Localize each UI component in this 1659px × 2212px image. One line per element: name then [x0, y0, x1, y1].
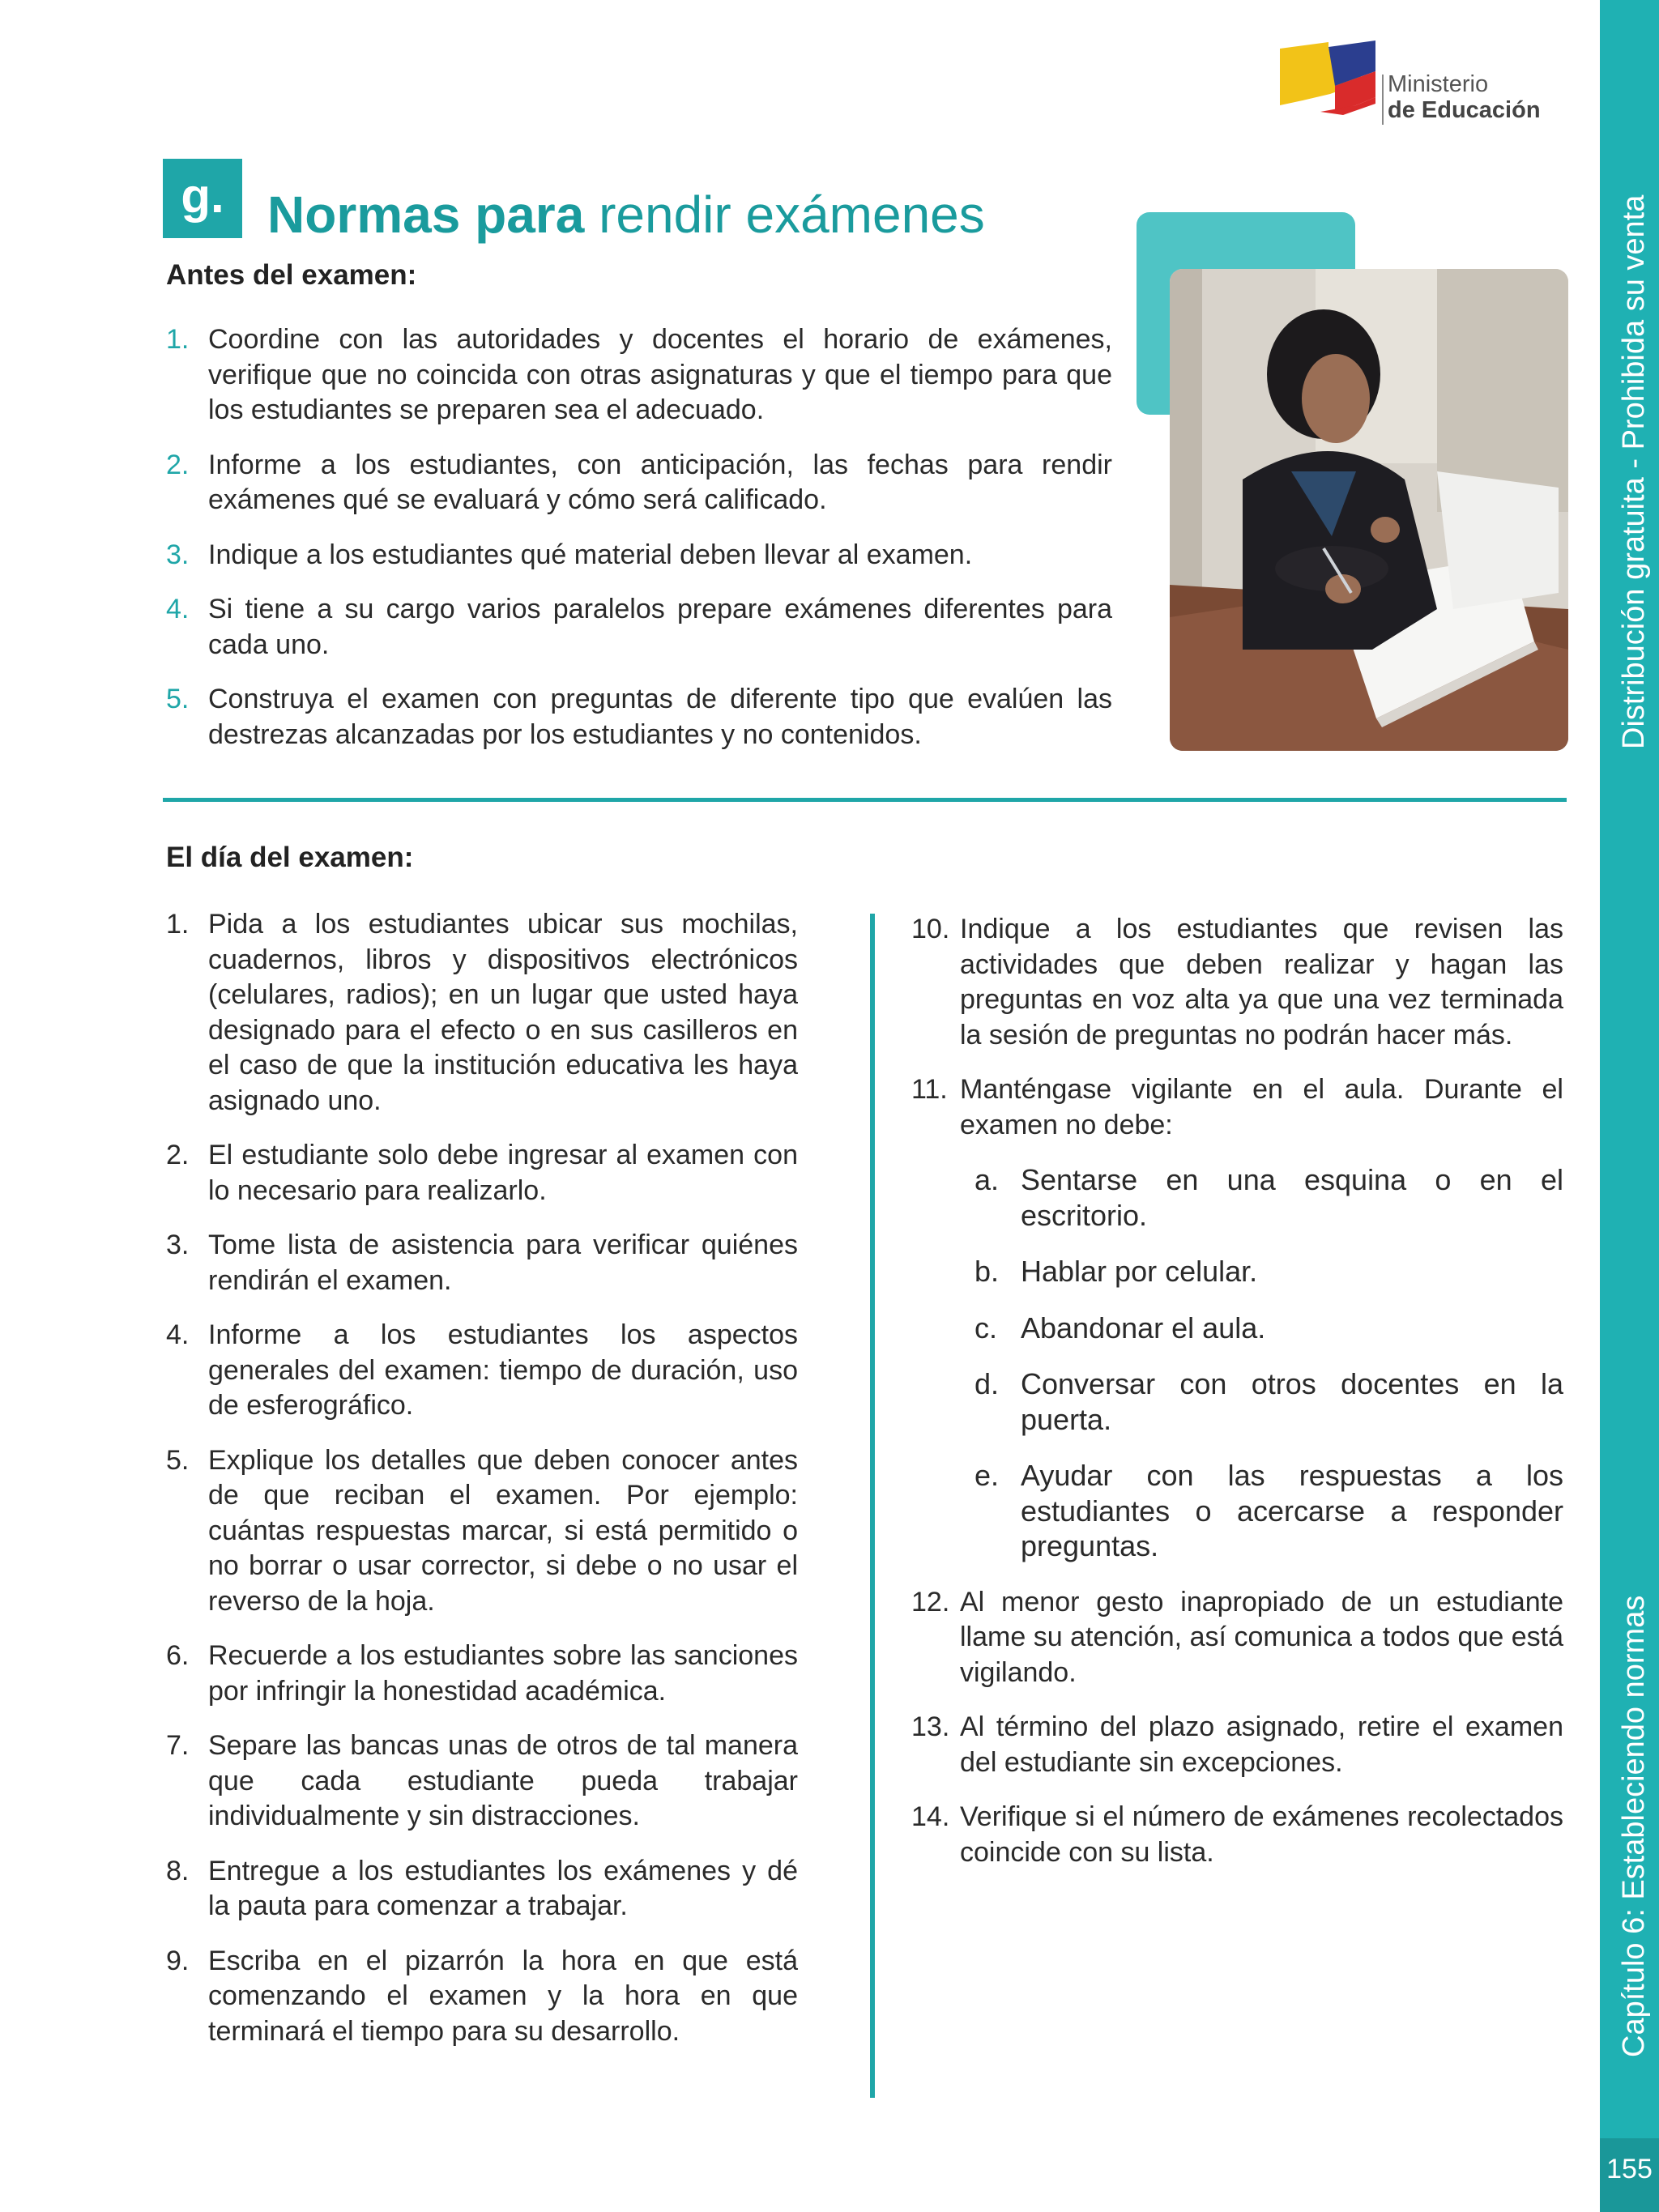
- item-number: 4.: [166, 594, 190, 624]
- list-item: [166, 1639, 798, 1709]
- section-letter: g.: [181, 168, 224, 223]
- list-item: [166, 448, 1112, 518]
- exam-rules-sublist: [911, 1162, 1563, 1564]
- item-number: 2.: [166, 449, 190, 480]
- sub-list-item: [975, 1162, 1563, 1233]
- list-item: [166, 1944, 798, 2050]
- item-text: Recuerde a los estudiantes sobre las sanciones por infringir la honestidad académica.: [208, 1640, 798, 1707]
- list-item: [166, 1138, 798, 1208]
- item-text: El estudiante solo debe ingresar al examen con lo necesario para realizarlo.: [208, 1140, 798, 1206]
- section-title-strong: Normas para: [267, 185, 585, 244]
- ministry-name-line2: de Educación: [1388, 97, 1541, 123]
- list-item: [166, 1443, 798, 1620]
- sub-list-item: [975, 1254, 1563, 1289]
- item-text: Al término del plazo asignado, retire el examen del estudiante sin excepciones.: [960, 1711, 1563, 1778]
- exam-day-list-left: [166, 907, 798, 2069]
- item-text: Informe a los estudiantes los aspectos generales del examen: tiempo de duración, uso de esferográfico.: [208, 1319, 798, 1421]
- logo-divider: [1382, 75, 1384, 125]
- ministry-name: [1388, 71, 1541, 123]
- item-number: 3.: [166, 539, 190, 570]
- item-number: 5.: [166, 684, 190, 714]
- sub-list-item: [975, 1366, 1563, 1437]
- sub-list-item: [975, 1311, 1563, 1346]
- sub-item-letter: c.: [975, 1311, 998, 1345]
- item-text: Indique a los estudiantes que revisen las actividades que deben realizar y hagan las preguntas en voz alta ya que una vez terminada la sesión de preguntas no podrán hacer más.: [960, 914, 1563, 1051]
- teacher-grading-photo: [1170, 269, 1568, 751]
- item-number: 6.: [166, 1640, 190, 1671]
- item-text: Separe las bancas unas de otros de tal manera que cada estudiante pueda trabajar individualmente y sin distracciones.: [208, 1730, 798, 1831]
- list-item: [911, 1585, 1563, 1691]
- distribution-notice: Distribución gratuita - Prohibida su venta: [1617, 194, 1651, 749]
- sub-item-letter: d.: [975, 1367, 1000, 1400]
- list-item: [911, 1710, 1563, 1780]
- item-number: 14.: [911, 1801, 950, 1832]
- item-number: 4.: [166, 1319, 190, 1350]
- column-divider: [870, 914, 875, 2098]
- item-text: Manténgase vigilante en el aula. Durante el examen no debe:: [960, 1074, 1563, 1140]
- item-text: Pida a los estudiantes ubicar sus mochilas, cuadernos, libros y dispositivos electrónicos (celulares, radios); en un lugar que usted haya designado para el efecto o en sus casilleros en el caso de que la institución educativa les haya asignado uno.: [208, 909, 798, 1116]
- sub-list-item: [975, 1458, 1563, 1564]
- page-number: 155: [1606, 2154, 1653, 2184]
- list-item: [911, 1072, 1563, 1143]
- list-item: [166, 1854, 798, 1924]
- list-item: [911, 912, 1563, 1053]
- list-item: [166, 1318, 798, 1424]
- item-text: Entregue a los estudiantes los exámenes y dé la pauta para comenzar a trabajar.: [208, 1855, 798, 1921]
- before-exam-list: [166, 322, 1112, 772]
- list-item: [166, 538, 1112, 573]
- item-number: 12.: [911, 1586, 950, 1617]
- item-text: Coordine con las autoridades y docentes el horario de exámenes, verifique que no coincida con otras asignaturas y que el tiempo para que los estudiantes se preparen sea el adecuado.: [208, 324, 1112, 425]
- item-number: 10.: [911, 914, 950, 944]
- section-title: [267, 182, 985, 247]
- ministry-name-line1: Ministerio: [1388, 71, 1489, 97]
- item-text: Informe a los estudiantes, con anticipación, las fechas para rendir exámenes qué se evaluará y cómo será calificado.: [208, 449, 1112, 515]
- list-item: [166, 322, 1112, 428]
- item-text: Construya el examen con preguntas de diferente tipo que evalúen las destrezas alcanzadas por los estudiantes y no contenidos.: [208, 684, 1112, 750]
- item-text: Explique los detalles que deben conocer antes de que reciban el examen. Por ejemplo: cuántas respuestas marcar, si está permitido o no borrar o usar corrector, si debe o no usar el reverso de la hoja.: [208, 1444, 798, 1617]
- section-divider: [163, 798, 1567, 802]
- exam-day-list-right: [911, 912, 1563, 1890]
- sub-item-text: Abandonar el aula.: [1021, 1311, 1266, 1345]
- item-number: 5.: [166, 1444, 190, 1476]
- item-text: Escriba en el pizarrón la hora en que está comenzando el examen y la hora en que terminará el tiempo para su desarrollo.: [208, 1945, 798, 2047]
- list-item: [166, 592, 1112, 663]
- item-text: Si tiene a su cargo varios paralelos prepare exámenes diferentes para cada uno.: [208, 594, 1112, 660]
- item-number: 7.: [166, 1730, 190, 1761]
- sub-item-text: Conversar con otros docentes en la puerta.: [1021, 1367, 1563, 1436]
- sub-item-text: Ayudar con las respuestas a los estudiantes o acercarse a responder preguntas.: [1021, 1459, 1563, 1562]
- item-number: 8.: [166, 1855, 190, 1886]
- item-text: Indique a los estudiantes qué material deben llevar al examen.: [208, 539, 973, 570]
- before-exam-heading: Antes del examen:: [166, 259, 417, 291]
- list-item: [166, 907, 798, 1119]
- item-number: 1.: [166, 909, 190, 940]
- item-number: 9.: [166, 1945, 190, 1976]
- item-number: 3.: [166, 1230, 190, 1260]
- sub-item-text: Sentarse en una esquina o en el escritorio.: [1021, 1163, 1563, 1232]
- item-number: 13.: [911, 1711, 950, 1742]
- sub-item-letter: e.: [975, 1459, 1000, 1492]
- sub-item-letter: b.: [975, 1255, 1000, 1288]
- item-number: 1.: [166, 324, 190, 355]
- list-item: [166, 1228, 798, 1298]
- list-item: [911, 1800, 1563, 1870]
- chapter-label: Capítulo 6: Estableciendo normas: [1617, 1595, 1651, 2057]
- sub-list-container: [911, 1162, 1563, 1564]
- item-text: Al menor gesto inapropiado de un estudiante llame su atención, así comunica a todos que está vigilando.: [960, 1586, 1563, 1688]
- exam-day-heading: El día del examen:: [166, 842, 414, 873]
- photo-illustration: [1170, 269, 1568, 751]
- item-number: 11.: [911, 1074, 948, 1105]
- section-title-rest: rendir exámenes: [584, 185, 985, 244]
- list-item: [166, 682, 1112, 752]
- sub-item-text: Hablar por celular.: [1021, 1255, 1258, 1288]
- item-text: Tome lista de asistencia para verificar quiénes rendirán el examen.: [208, 1230, 798, 1296]
- sub-item-letter: a.: [975, 1163, 1000, 1196]
- item-text: Verifique si el número de exámenes recolectados coincide con su lista.: [960, 1801, 1563, 1868]
- item-number: 2.: [166, 1140, 190, 1170]
- list-item: [166, 1728, 798, 1835]
